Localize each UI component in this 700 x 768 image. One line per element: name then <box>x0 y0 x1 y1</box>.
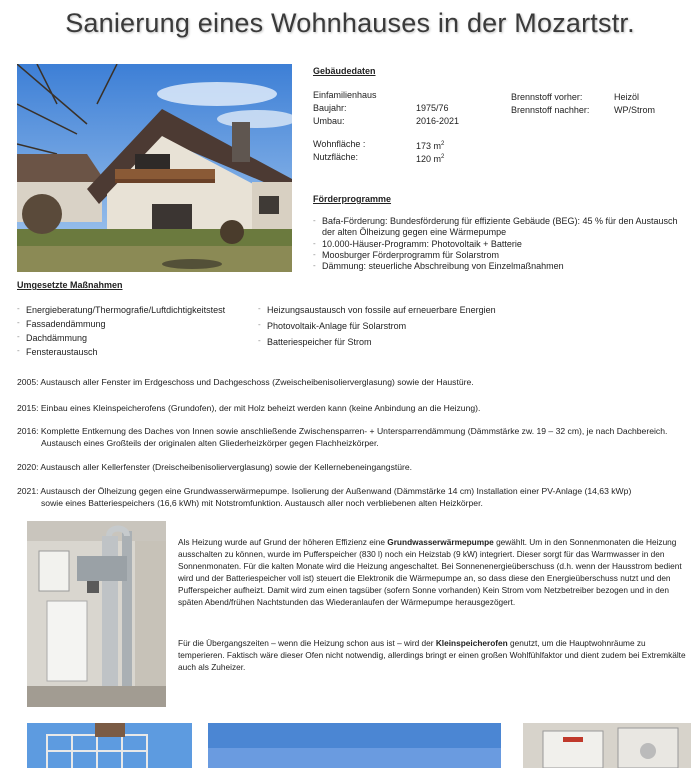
list-item: - Dachdämmung <box>17 331 257 345</box>
list-item: - Heizungsaustausch von fossile auf erneuerbare Energien <box>258 303 558 317</box>
brennstoff-vorher-label: Brennstoff vorher: <box>511 92 583 102</box>
foerderprogramme-heading: Förderprogramme <box>313 194 392 204</box>
umbau-label: Umbau: <box>313 116 345 126</box>
massnahmen-list-left <box>17 303 257 359</box>
massnahmen-list-right <box>258 303 558 349</box>
timeline-2021 <box>17 485 692 509</box>
wohnflaeche-label: Wohnfläche : <box>313 139 366 149</box>
heizung-highlight-waermepumpe: Grundwasserwärmepumpe <box>387 537 494 547</box>
timeline-2016 <box>17 425 692 449</box>
list-item: - Photovoltaik-Anlage für Solarstrom <box>258 319 558 333</box>
timeline-2020: 2020: Austausch aller Kellerfenster (Dreischeibenisolierverglasung) sowie der Kellernebeneingangstüre. <box>17 462 413 472</box>
heizung-text-2 <box>178 637 686 673</box>
list-item: - Dämmung: steuerliche Abschreibung von Einzelmaßnahmen <box>313 261 693 272</box>
timeline-2016-line2: Austausch eines Großteils der originalen alten Gliederheizkörper gegen Flachheizkörper. <box>41 438 379 448</box>
heizung-text-2-post: genutzt, um die Hauptwohnräume zu temperieren. Faktisch wäre dieser Ofen nicht notwendig, allerdings bringt er einen großen Wohlfühlfaktor und dient zudem bei Extremkälte auch als Zuheizer. <box>178 638 686 672</box>
list-item: - Batteriespeicher für Strom <box>258 335 558 349</box>
heizung-text-1-post: gewählt. Um in den Sonnenmonaten die Heizung ausschalten zu können, wurde im Pufferspeicher (830 l) noch ein Heizstab (9 kW) integriert. Dieser sorgt für das Warmwasser in den Sonnenmonaten. Für die kalten Monate wird die Heizung angeschaltet. Bei Sonnenenergieüberschuss (d.h. wenn der Hausstrom bedient wird und der Batteriespeicher voll ist) steuert die Elektronik die Wärmepumpe an, so dass diese den Energieüberschuss nutzt und den Pufferspeicher aufheizt. Damit wird zum einen tagsüber (sofern Sonne vorhanden) Kein Strom vom Netzbetreiber bezogen und in den späten Abend/frühen Nachtstunden das Wiederanlaufen der Wärmepumpe herausgezögert. <box>178 537 682 607</box>
scaffold-photo <box>27 723 192 768</box>
list-item: - Fassadendämmung <box>17 317 257 331</box>
heizung-text-2-pre: Für die Übergangszeiten – wenn die Heizung schon aus ist – wird der <box>178 638 436 648</box>
battery-photo <box>523 723 691 768</box>
brennstoff-vorher-value: Heizöl <box>614 92 640 102</box>
wohnflaeche-value: 173 $m^2$ <box>416 141 445 151</box>
gebaeudedaten-heading: Gebäudedaten <box>313 66 376 76</box>
pv-photo <box>208 723 501 768</box>
building-type: Einfamilienhaus <box>313 90 377 100</box>
list-item: - Moosburger Förderprogramm für Solarstrom <box>313 250 693 261</box>
timeline-2016-line1: 2016: Komplette Entkernung des Daches von Innen sowie anschließende Zwischensparren- + Untersparrendämmung (Dämmstärke zw. 19 – 32 cm), je nach Dachbereich. <box>17 426 668 436</box>
timeline-2015: 2015: Einbau eines Kleinspeicherofens (Grundofen), der mit Holz beheizt werden kann (keine Anbindung an die Heizung). <box>17 403 481 413</box>
foerderprogramme-list <box>313 216 693 272</box>
heizung-highlight-ofen: Kleinspeicherofen <box>435 638 508 648</box>
brennstoff-nachher-value: WP/Strom <box>614 105 656 115</box>
timeline-2005: 2005: Austausch aller Fenster im Erdgeschoss und Dachgeschoss (Zweischeibenisolierverglasung) sowie der Haustüre. <box>17 377 474 387</box>
list-item: - 10.000-Häuser-Programm: Photovoltaik + Batterie <box>313 239 693 250</box>
list-item: - Energieberatung/Thermografie/Luftdichtigkeitstest <box>17 303 257 317</box>
page-title: Sanierung eines Wohnhauses in der Mozartstr. <box>65 8 635 38</box>
baujahr-label: Baujahr: <box>313 103 347 113</box>
heizung-text-1 <box>178 536 686 608</box>
timeline-2021-line1: 2021: Austausch der Ölheizung gegen eine Grundwasserwärmepumpe. Isolierung der Außenwand (Dämmstärke 14 cm) Installation einer PV-Anlage (14,63 kWp) <box>17 486 632 496</box>
massnahmen-heading: Umgesetzte Maßnahmen <box>17 280 123 290</box>
nutzflaeche-label: Nutzfläche: <box>313 152 359 162</box>
heatpump-photo <box>27 521 166 707</box>
brennstoff-nachher-label: Brennstoff nachher: <box>511 105 590 115</box>
nutzflaeche-value: 120 $m^2$ <box>416 154 445 164</box>
wohnflaeche-unit-exponent: 2 <box>441 141 445 147</box>
umbau-value: 2016-2021 <box>416 116 460 126</box>
house-photo <box>17 64 292 272</box>
baujahr-value: 1975/76 <box>416 103 449 113</box>
list-item: - Bafa-Förderung: Bundesförderung für effiziente Gebäude (BEG): 45 % für den Austausch der alten Ölheizung gegen eine Wärmepumpe <box>313 216 693 238</box>
nutzflaeche-unit-exponent: 2 <box>441 154 445 160</box>
list-item: - Fensteraustausch <box>17 345 257 359</box>
timeline-2021-line2: sowie eines Batteriespeichers (16,6 kWh) mit Notstromfunktion. Austausch aller noch verbliebenen alten Heizkörper. <box>41 498 483 508</box>
heizung-text-1-pre: Als Heizung wurde auf Grund der höheren Effizienz eine <box>178 537 388 547</box>
